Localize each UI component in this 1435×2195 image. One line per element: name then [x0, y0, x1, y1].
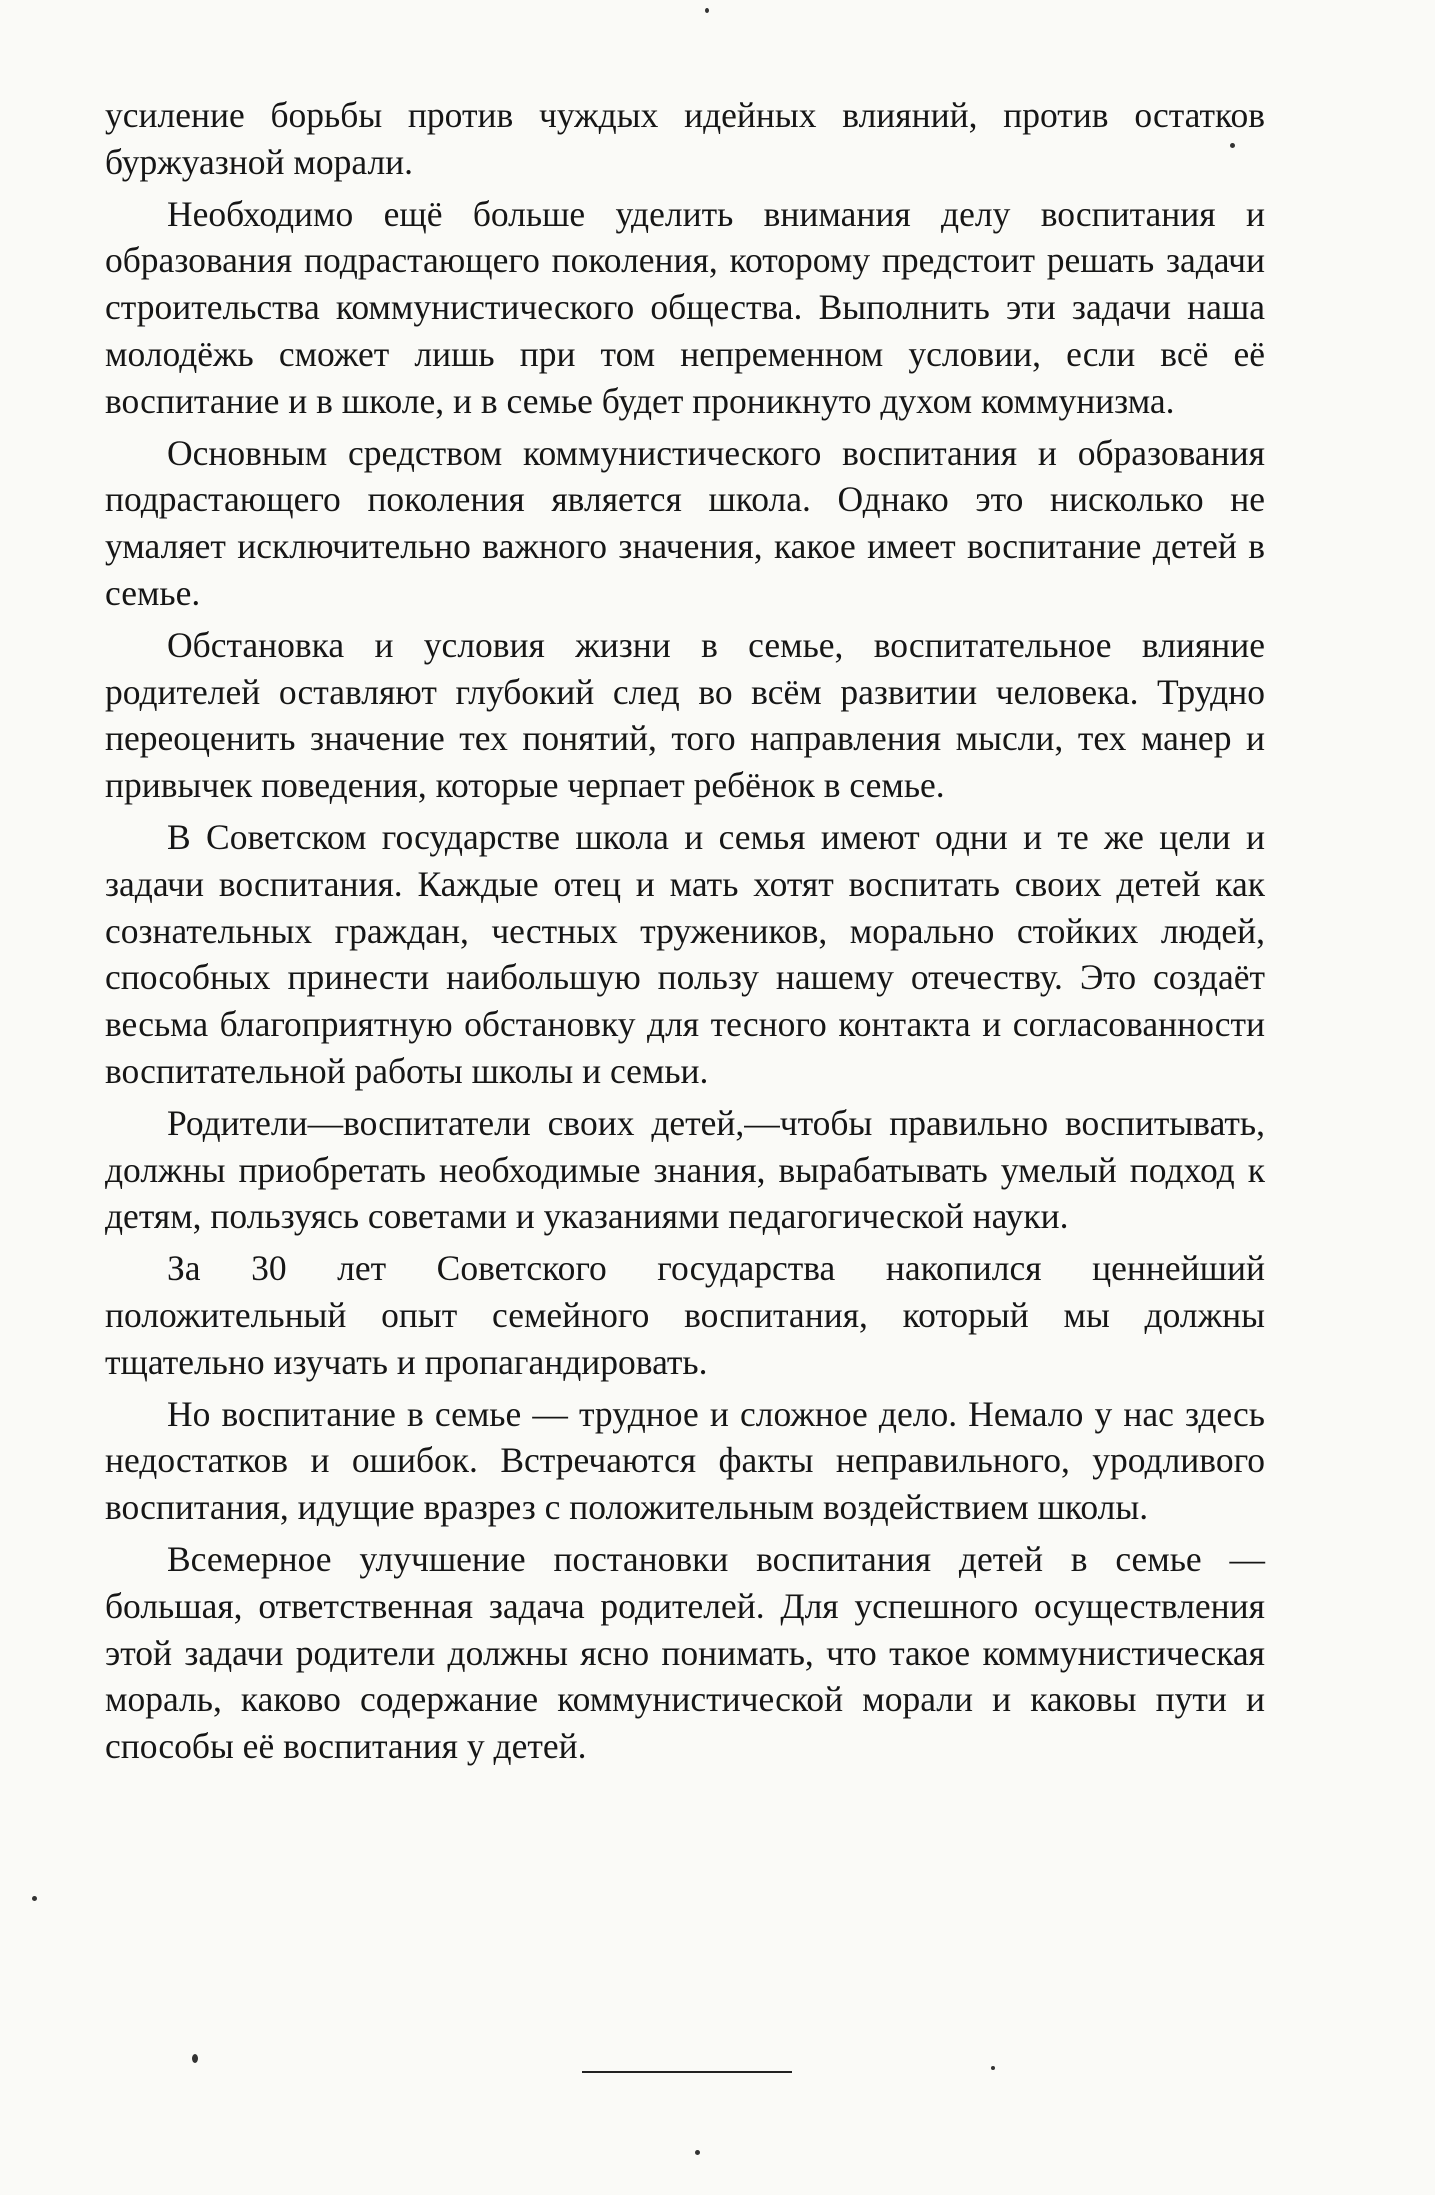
- paragraph-4: Обстановка и условия жизни в семье, воспитательное влияние родителей оставляют глубокий след во всём развитии человека. Трудно переоценить значение тех понятий, того направления мысли, тех манер и привычек поведения, которые черпает ребёнок в семье.: [105, 624, 1265, 806]
- print-speck: [1230, 143, 1235, 148]
- paragraph-5: В Советском государстве школа и семья имеют одни и те же цели и задачи воспитания. Каждые отец и мать хотят воспитать своих детей как сознательных граждан, честных тружеников, морально стойких людей, способных принести наибольшую пользу нашему отечеству. Это создаёт весьма благоприятную обстановку для тесного контакта и согласованности воспитательной работы школы и семьи.: [105, 816, 1265, 1091]
- paragraph-3: Основным средством коммунистического воспитания и образования подрастающего поколения является школа. Однако это нисколько не умаляет исключительно важного значения, какое имеет воспитание детей в семье.: [105, 432, 1265, 613]
- body-text: [105, 92, 1265, 1775]
- print-speck: [695, 2150, 700, 2155]
- print-speck: [991, 2066, 995, 2070]
- print-speck: [705, 8, 709, 13]
- paragraph-7: За 30 лет Советского государства накопился ценнейший положительный опыт семейного воспитания, который мы должны тщательно изучать и пропагандировать.: [105, 1248, 1265, 1382]
- paragraph-8: Но воспитание в семье — трудное и сложное дело. Немало у нас здесь недостатков и ошибок. Встречаются факты неправильного, уродливого воспитания, идущие вразрез с положительным воздействием школы.: [105, 1393, 1265, 1528]
- print-speck: [32, 1896, 37, 1901]
- paragraph-9: Всемерное улучшение постановки воспитания детей в семье — большая, ответственная задача родителей. Для успешного осуществления этой задачи родители должны ясно понимать, что такое коммунистическая мораль, каково содержание коммунистической морали и каковы пути и способы её воспитания у детей.: [105, 1538, 1265, 1767]
- paragraph-2: Необходимо ещё больше уделить внимания делу воспитания и образования подрастающего поколения, которому предстоит решать задачи строительства коммунистического общества. Выполнить эти задачи наша молодёжь сможет лишь при том непременном условии, если всё её воспитание и в школе, и в семье будет проникнуто духом коммунизма.: [105, 193, 1265, 421]
- print-speck: [192, 2054, 198, 2063]
- paragraph-1: усиление борьбы против чуждых идейных влияний, против остатков буржуазной морали.: [105, 95, 1265, 182]
- section-end-rule: [582, 2071, 792, 2073]
- paragraph-6: Родители—воспитатели своих детей,—чтобы правильно воспитывать, должны приобретать необходимые знания, вырабатывать умелый подход к детям, пользуясь советами и указаниями педагогической науки.: [105, 1102, 1265, 1237]
